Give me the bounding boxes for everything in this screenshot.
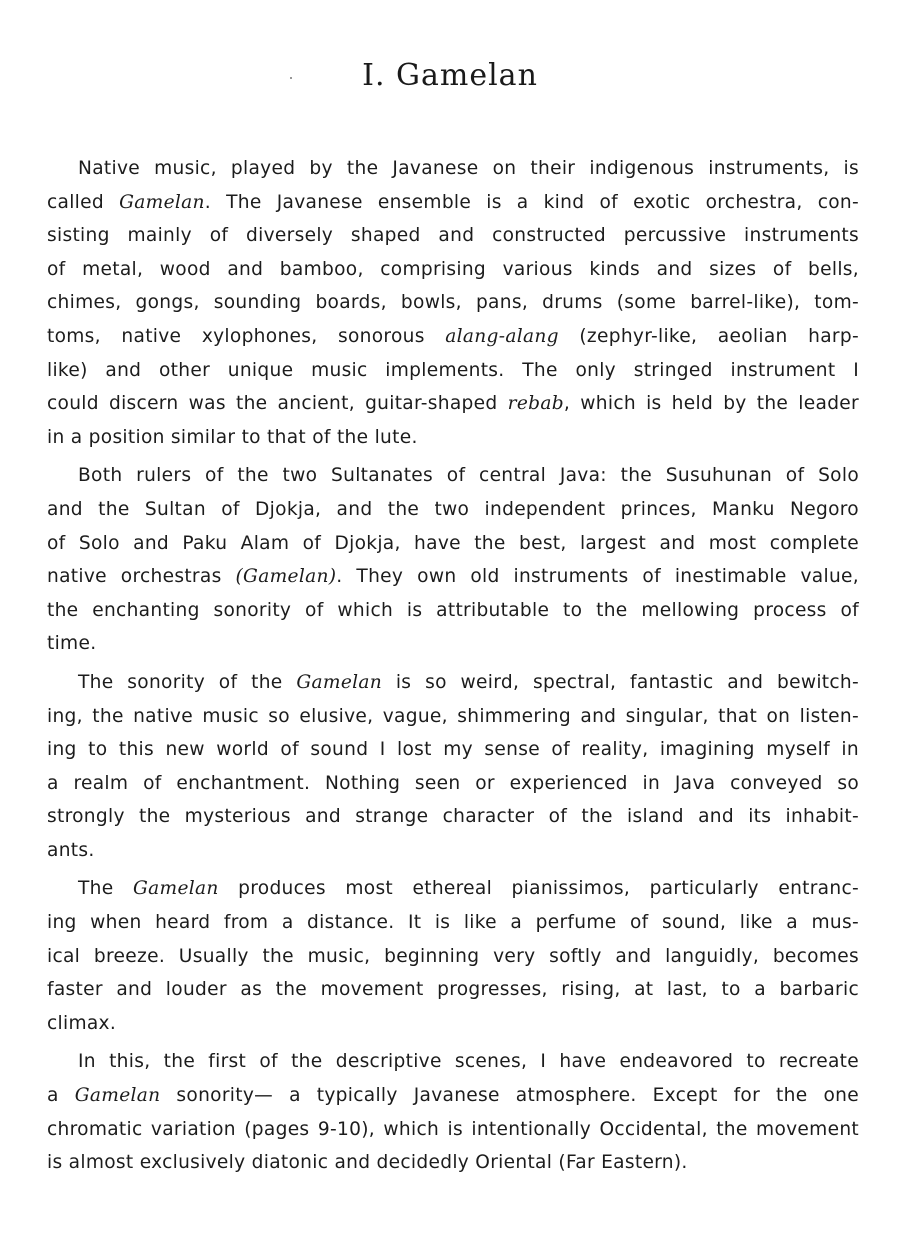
- text-segment: strongly the mysterious and strange character of the island and its inhabit-: [47, 806, 859, 828]
- text-segment: faster and louder as the movement progresses, rising, at last, to a barbaric: [47, 979, 859, 1001]
- text-segment: . The Javanese ensemble is a kind of exotic orchestra, con-: [204, 191, 859, 213]
- text-segment: ing when heard from a distance. It is like a perfume of sound, like a mus-: [47, 912, 859, 934]
- text-segment: sonority— a typically Javanese atmosphere. Except for the one: [160, 1085, 859, 1107]
- text-line: [47, 800, 859, 834]
- text-segment: The: [78, 878, 133, 900]
- paragraph: [47, 459, 859, 661]
- text-segment: in a position similar to that of the lute.: [47, 426, 418, 448]
- text-line: [47, 1079, 859, 1113]
- text-line: [47, 421, 859, 455]
- text-segment: is almost exclusively diatonic and decidedly Oriental (Far Eastern).: [47, 1152, 688, 1174]
- text-line: [47, 1045, 859, 1079]
- text-line: [47, 527, 859, 561]
- text-line: [47, 1113, 859, 1147]
- text-segment: chromatic variation (pages 9-10), which is intentionally Occidental, the movement: [47, 1118, 859, 1140]
- text-line: [47, 1146, 859, 1180]
- text-segment: Both rulers of the two Sultanates of central Java: the Susuhunan of Solo: [78, 465, 859, 487]
- text-segment: ants.: [47, 839, 95, 861]
- text-line: [47, 872, 859, 906]
- italic-term: rebab: [507, 393, 564, 415]
- text-segment: , which is held by the leader: [563, 393, 859, 415]
- text-line: [47, 906, 859, 940]
- text-line: [47, 493, 859, 527]
- text-line: [47, 354, 859, 388]
- text-line: [47, 186, 859, 220]
- text-segment: In this, the first of the descriptive scenes, I have endeavored to recreate: [78, 1051, 859, 1073]
- text-segment: toms, native xylophones, sonorous: [47, 325, 446, 347]
- text-segment: native orchestras: [47, 566, 236, 588]
- text-line: [47, 219, 859, 253]
- text-segment: chimes, gongs, sounding boards, bowls, pans, drums (some barrel-like), tom-: [47, 292, 859, 314]
- italic-term: Gamelan: [296, 671, 383, 693]
- text-segment: a realm of enchantment. Nothing seen or experienced in Java conveyed so: [47, 772, 859, 794]
- text-line: [47, 700, 859, 734]
- body-text: [47, 152, 859, 1185]
- text-line: [47, 733, 859, 767]
- text-segment: like) and other unique music implements. The only stringed instrument I: [47, 359, 859, 381]
- italic-term: (Gamelan): [235, 566, 337, 588]
- text-segment: ing to this new world of sound I lost my sense of reality, imagining myself in: [47, 739, 859, 761]
- text-segment: ing, the native music so elusive, vague, shimmering and singular, that on listen-: [47, 705, 859, 727]
- text-segment: climax.: [47, 1012, 117, 1034]
- italic-term: Gamelan: [119, 191, 205, 213]
- text-line: [47, 387, 859, 421]
- text-segment: the enchanting sonority of which is attributable to the mellowing process of: [47, 599, 859, 621]
- paragraph: [47, 872, 859, 1040]
- text-segment: The sonority of the: [78, 671, 297, 693]
- text-segment: Native music, played by the Javanese on their indigenous instruments, is: [78, 158, 859, 179]
- paragraph: [47, 666, 859, 868]
- paragraph: [47, 1045, 859, 1179]
- text-line: [47, 627, 859, 661]
- page-title: I. Gamelan: [362, 58, 538, 93]
- text-segment: (zephyr-like, aeolian harp-: [558, 325, 859, 347]
- text-segment: and the Sultan of Djokja, and the two independent princes, Manku Negoro: [47, 498, 859, 520]
- stray-ink-dot: [290, 77, 292, 79]
- text-segment: of metal, wood and bamboo, comprising various kinds and sizes of bells,: [47, 258, 859, 280]
- text-line: [47, 767, 859, 801]
- text-line: [47, 666, 859, 700]
- text-line: [47, 560, 859, 594]
- text-line: [47, 320, 859, 354]
- text-line: [47, 834, 859, 868]
- text-segment: is so weird, spectral, fantastic and bewitch-: [382, 671, 859, 693]
- text-segment: ical breeze. Usually the music, beginning very softly and languidly, becomes: [47, 945, 859, 967]
- italic-term: Gamelan: [74, 1085, 161, 1107]
- text-line: [47, 940, 859, 974]
- text-line: [47, 594, 859, 628]
- text-line: [47, 973, 859, 1007]
- text-segment: a: [47, 1085, 75, 1107]
- italic-term: Gamelan: [132, 878, 219, 900]
- text-segment: of Solo and Paku Alam of Djokja, have the best, largest and most complete: [47, 532, 859, 554]
- text-line: [47, 253, 859, 287]
- italic-term: alang-alang: [445, 325, 559, 347]
- text-line: [47, 1007, 859, 1041]
- text-segment: could discern was the ancient, guitar-shaped: [47, 393, 508, 415]
- text-segment: called: [47, 191, 120, 213]
- text-segment: sisting mainly of diversely shaped and constructed percussive instruments: [47, 225, 859, 247]
- text-line: [47, 286, 859, 320]
- text-segment: . They own old instruments of inestimable value,: [336, 566, 860, 588]
- text-segment: time.: [47, 633, 97, 655]
- text-line: [47, 152, 859, 186]
- text-line: [47, 459, 859, 493]
- paragraph: [47, 152, 859, 454]
- text-segment: produces most ethereal pianissimos, particularly entranc-: [218, 878, 859, 900]
